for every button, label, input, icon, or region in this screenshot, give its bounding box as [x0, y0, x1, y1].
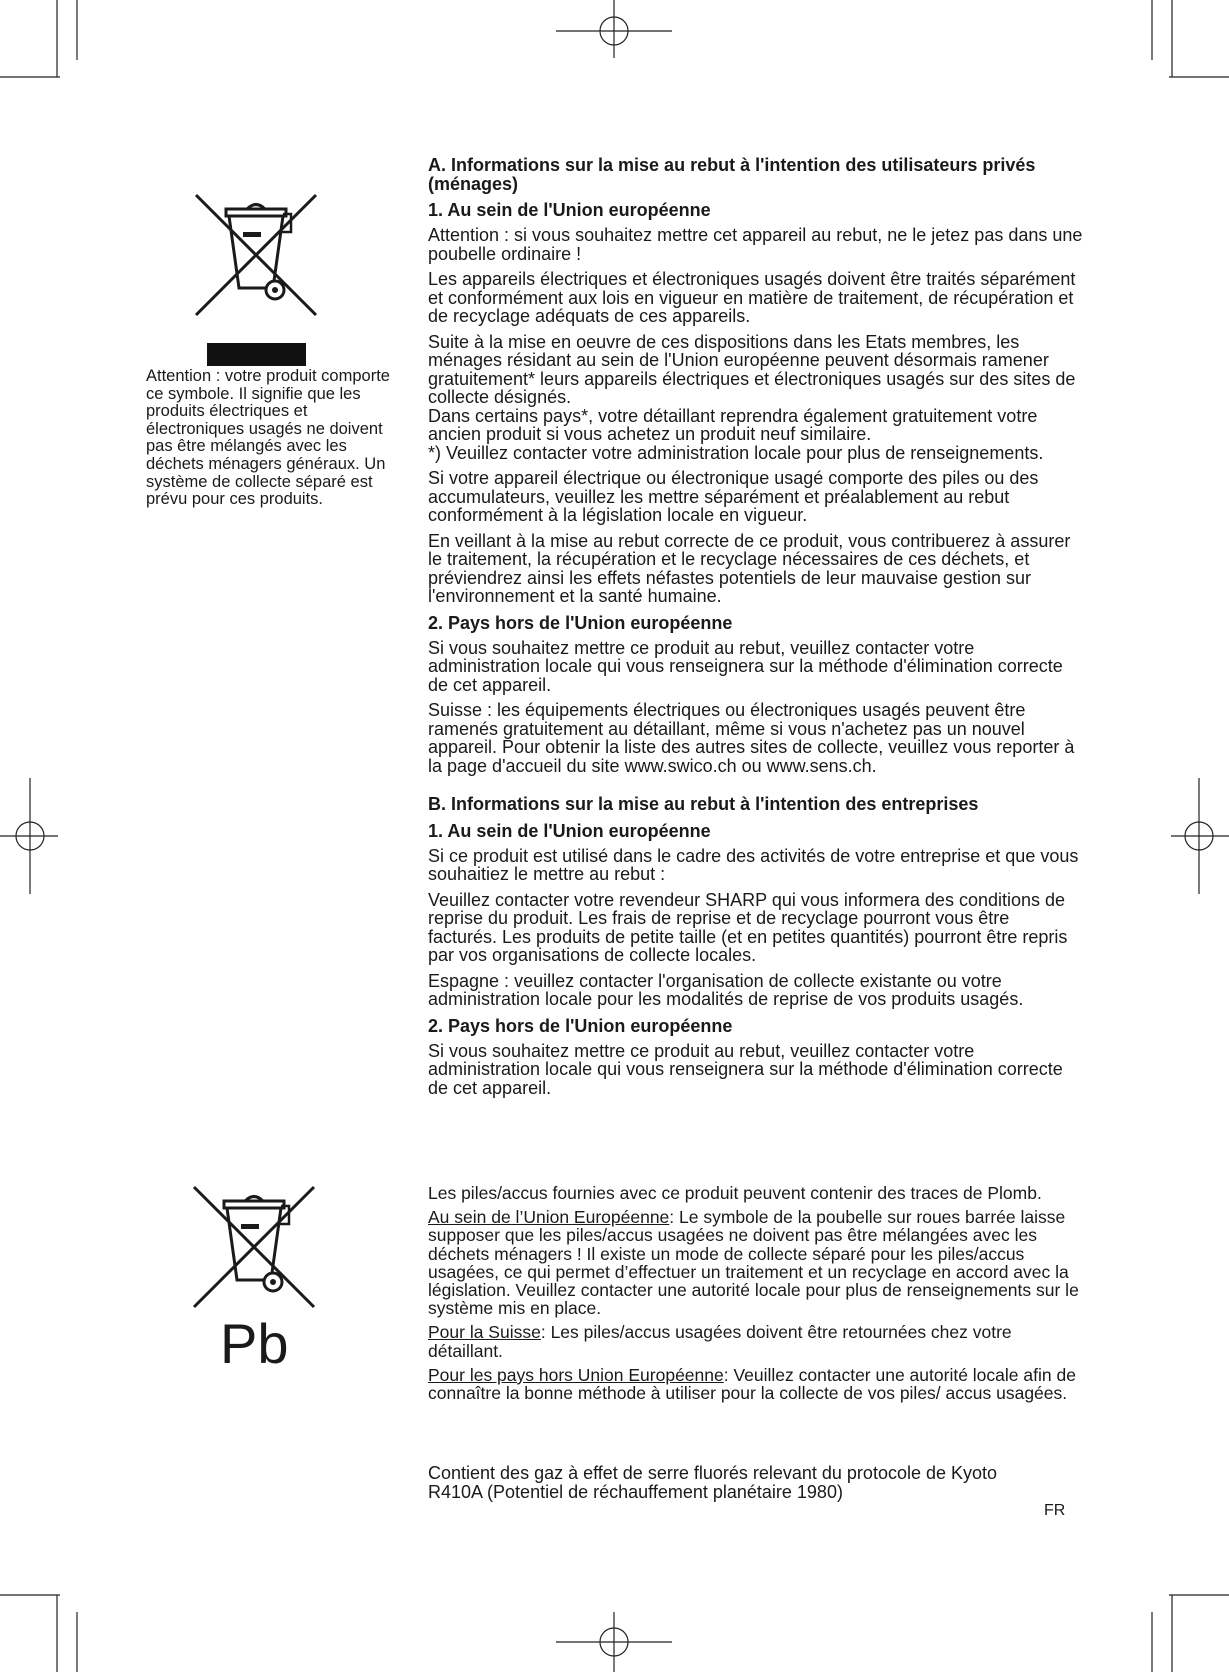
- language-code: FR: [1044, 1502, 1066, 1519]
- battery-eu-paragraph: [428, 1208, 1083, 1317]
- section-b-p4: Si vous souhaitez mettre ce produit au rebut, veuillez contacter votre administration locale qui vous renseignera sur la méthode d'élimination correcte de cet appareil.: [428, 1040, 1063, 1098]
- section-b-eu-heading: 1. Au sein de l'Union européenne: [428, 820, 711, 841]
- section-a-p1: Attention : si vous souhaitez mettre cet appareil au rebut, ne le jetez pas dans une poubelle ordinaire !: [428, 225, 1083, 264]
- section-a-title: A. Informations sur la mise au rebut à l'intention des utilisateurs privés (ménages): [428, 155, 1036, 194]
- crossed-out-wheelie-bin-icon: [193, 192, 321, 318]
- battery-eu-text: : Le symbole de la poubelle sur roues barrée laisse supposer que les piles/accus usagées ne doivent pas être mélangées avec les déchets ménagers ! Il existe un mode de collecte séparé pour les piles/accus usagées, ce qui permet d’effectuer un traitement et un recyclage en accord avec la législation. Veuillez contacter une autorité locale pour plus de renseignements sur le système mis en place.: [428, 1207, 1079, 1319]
- section-a-p5: En veillant à la mise au rebut correcte de ce produit, vous contribuerez à assurer le traitement, la récupération et le recyclage nécessaires de ces déchets, et préviendrez ainsi les effets néfastes potentiels de leur mauvaise gestion sur l'environnement et la santé humaine.: [428, 530, 1071, 606]
- weee-caption: Attention : votre produit comporte ce symbole. Il signifie que les produits électriques et électroniques usagés ne doivent pas être mélangés avec les déchets ménagers généraux. Un système de collecte séparé est prévu pour ces produits.: [146, 367, 390, 509]
- battery-ch-label: Pour la Suisse: [428, 1322, 541, 1343]
- section-a-p4: Si votre appareil électrique ou électronique usagé comporte des piles ou des accumulateurs, veuillez les mettre séparément et préalablement au rebut conformément à la législation locale en vigueur.: [428, 468, 1039, 525]
- section-b-title: B. Informations sur la mise au rebut à l'intention des entreprises: [428, 794, 979, 814]
- disposal-info: [428, 156, 1083, 1104]
- crossed-out-wheelie-bin-icon: [191, 1184, 319, 1310]
- section-a-p3: [428, 333, 1083, 463]
- section-a-eu-heading: 1. Au sein de l'Union européenne: [428, 200, 711, 220]
- gas-notice: [428, 1464, 1083, 1501]
- section-b-non-eu-heading: 2. Pays hors de l'Union européenne: [428, 1015, 733, 1036]
- section-a-p6: Si vous souhaitez mettre ce produit au rebut, veuillez contacter votre administration locale qui vous renseignera sur la méthode d'élimination correcte de cet appareil.: [428, 637, 1063, 695]
- battery-info: [428, 1184, 1083, 1408]
- section-b-p1: Si ce produit est utilisé dans le cadre des activités de votre entreprise et que vous souhaitiez le mettre au rebut :: [428, 845, 1079, 884]
- battery-non-eu-text: : Veuillez contacter une autorité locale afin de connaître la bonne méthode à utiliser pour la collecte de vos piles/ accus usagées.: [428, 1364, 1076, 1404]
- section-a-p2: Les appareils électriques et électroniques usagés doivent être traités séparément et conformément aux lois en vigueur en matière de traitement, de récupération et de recyclage adéquats de ces appareils.: [428, 269, 1076, 326]
- battery-intro: Les piles/accus fournies avec ce produit peuvent contenir des traces de Plomb.: [428, 1183, 1042, 1203]
- lead-symbol: Pb: [220, 1312, 289, 1375]
- battery-ch-text: : Les piles/accus usagées doivent être retournées chez votre détaillant.: [428, 1322, 1012, 1361]
- battery-non-eu-paragraph: [428, 1366, 1083, 1402]
- gas-line-2: R410A (Potentiel de réchauffement planétaire 1980): [428, 1481, 843, 1502]
- section-a-p3b: Dans certains pays*, votre détaillant reprendra également gratuitement votre ancien produit si vous achetez un produit neuf similaire.: [428, 405, 1038, 444]
- battery-non-eu-label: Pour les pays hors Union Européenne: [428, 1364, 724, 1385]
- black-bar: [207, 343, 306, 366]
- section-b-p2: Veuillez contacter votre revendeur SHARP qui vous informera des conditions de reprise du produit. Les frais de reprise et de recyclage pourront vous être facturés. Les produits de petite taille (et en petites quantités) pourront être repris par vos organisations de collecte locales.: [428, 889, 1068, 965]
- section-a-p3c: *) Veuillez contacter votre administration locale pour plus de renseignements.: [428, 442, 1044, 463]
- section-a-non-eu-heading: 2. Pays hors de l'Union européenne: [428, 612, 733, 633]
- section-a-p3a: Suite à la mise en oeuvre de ces dispositions dans les Etats membres, les ménages résidant au sein de l'Union européenne peuvent désormais ramener gratuitement* leurs appareils électriques et électroniques usagés sur des sites de collecte désignés.: [428, 331, 1076, 407]
- gas-line-1: Contient des gaz à effet de serre fluorés relevant du protocole de Kyoto: [428, 1463, 998, 1483]
- battery-ch-paragraph: [428, 1323, 1083, 1359]
- battery-eu-label: Au sein de l’Union Européenne: [428, 1207, 670, 1228]
- section-a-p7: Suisse : les équipements électriques ou électroniques usagés peuvent être ramenés gratuitement au détaillant, même si vous n'achetez pas un nouvel appareil. Pour obtenir la liste des autres sites de collecte, veuillez vous reporter à la page d'accueil du site www.swico.ch ou www.sens.ch.: [428, 700, 1075, 776]
- section-b-p3: Espagne : veuillez contacter l'organisation de collecte existante ou votre administration locale pour les modalités de reprise de vos produits usagés.: [428, 970, 1024, 1009]
